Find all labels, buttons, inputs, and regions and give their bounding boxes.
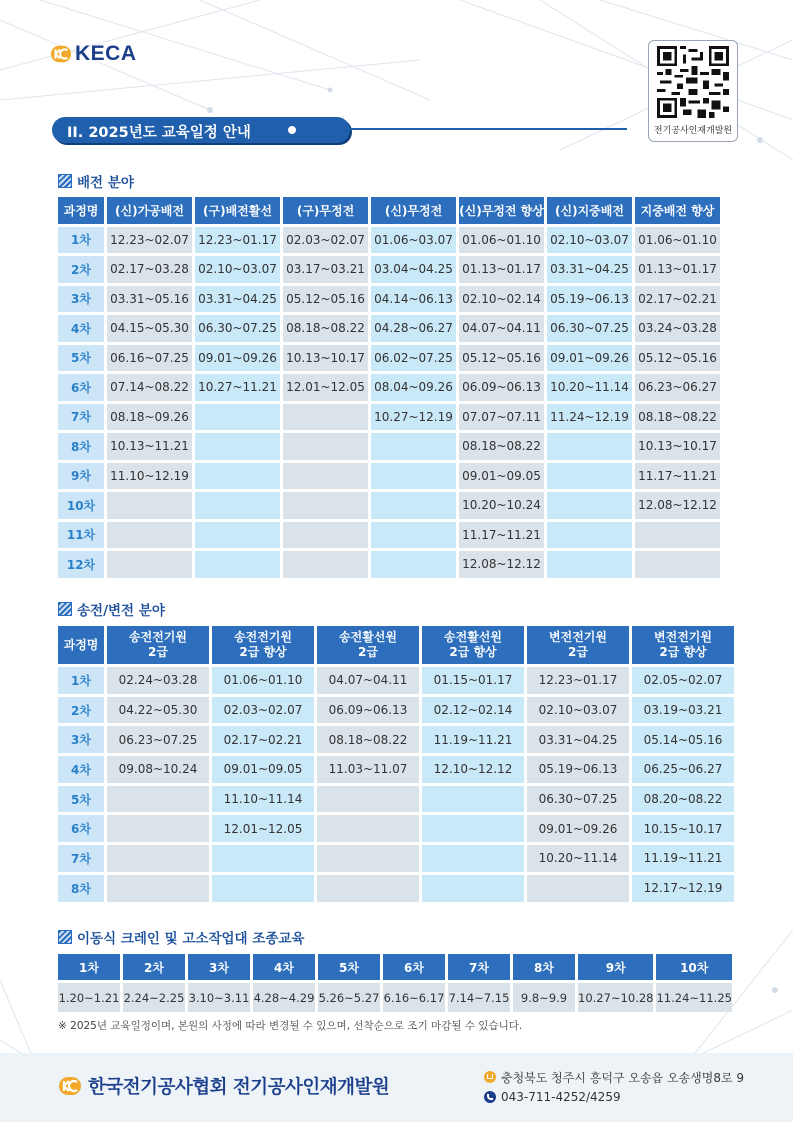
schedule-cell bbox=[317, 815, 419, 842]
schedule-cell: 01.13~01.17 bbox=[459, 256, 544, 283]
crane-dates-row bbox=[58, 983, 732, 1012]
schedule-cell bbox=[283, 404, 368, 431]
schedule-cell: 09.01~09.26 bbox=[195, 345, 280, 372]
schedule-cell: 04.22~05.30 bbox=[107, 697, 209, 724]
crane-round-header: 8차 bbox=[513, 954, 575, 980]
table-row bbox=[58, 492, 720, 519]
column-header bbox=[632, 626, 734, 664]
schedule-cell: 03.04~04.25 bbox=[371, 256, 456, 283]
column-header: (신)무정전 bbox=[371, 197, 456, 224]
schedule-cell bbox=[283, 522, 368, 549]
schedule-cell: 03.31~04.25 bbox=[195, 286, 280, 313]
row-label: 12차 bbox=[58, 551, 104, 578]
column-header: (신)지중배전 bbox=[547, 197, 632, 224]
distribution-schedule-table bbox=[55, 194, 723, 581]
schedule-cell: 12.23~01.17 bbox=[195, 227, 280, 254]
crane-round-header: 5차 bbox=[318, 954, 380, 980]
schedule-cell: 03.17~03.21 bbox=[283, 256, 368, 283]
schedule-cell: 11.03~11.07 bbox=[317, 756, 419, 783]
schedule-cell bbox=[107, 786, 209, 813]
schedule-cell: 02.10~03.07 bbox=[195, 256, 280, 283]
schedule-cell: 04.14~06.13 bbox=[371, 286, 456, 313]
schedule-cell bbox=[422, 786, 524, 813]
footer-phone-line bbox=[484, 1087, 744, 1107]
schedule-cell: 10.20~11.14 bbox=[547, 374, 632, 401]
crane-schedule-table bbox=[55, 951, 735, 1015]
schedule-cell bbox=[422, 845, 524, 872]
schedule-cell: 12.23~01.17 bbox=[527, 667, 629, 694]
schedule-cell bbox=[547, 522, 632, 549]
schedule-cell: 05.12~05.16 bbox=[459, 345, 544, 372]
distribution-rows bbox=[58, 227, 720, 578]
schedule-cell: 02.17~03.28 bbox=[107, 256, 192, 283]
section-title bbox=[52, 117, 350, 143]
row-label: 4차 bbox=[58, 756, 104, 783]
schedule-cell: 11.19~11.21 bbox=[422, 726, 524, 753]
crane-date-cell: 5.26~5.27 bbox=[318, 983, 380, 1012]
schedule-cell bbox=[212, 845, 314, 872]
schedule-cell: 08.18~08.22 bbox=[635, 404, 720, 431]
schedule-cell: 06.16~07.25 bbox=[107, 345, 192, 372]
transmission-title: 송전/변전 분야 bbox=[77, 603, 165, 619]
schedule-cell: 01.06~01.10 bbox=[212, 667, 314, 694]
schedule-cell: 02.10~03.07 bbox=[527, 697, 629, 724]
schedule-cell: 01.06~01.10 bbox=[635, 227, 720, 254]
hatched-square-icon bbox=[58, 174, 72, 188]
keca-logo-icon bbox=[50, 43, 72, 65]
schedule-cell: 02.12~02.14 bbox=[422, 697, 524, 724]
schedule-cell bbox=[317, 875, 419, 902]
schedule-cell: 06.30~07.25 bbox=[195, 315, 280, 342]
row-label: 7차 bbox=[58, 845, 104, 872]
schedule-cell: 12.01~12.05 bbox=[212, 815, 314, 842]
schedule-cell: 04.07~04.11 bbox=[459, 315, 544, 342]
schedule-cell: 01.13~01.17 bbox=[635, 256, 720, 283]
table-row bbox=[58, 815, 734, 842]
hatched-square-icon bbox=[58, 930, 72, 944]
schedule-cell: 02.05~02.07 bbox=[632, 667, 734, 694]
corner-cell: 과정명 bbox=[58, 197, 104, 224]
schedule-cell: 05.19~06.13 bbox=[527, 756, 629, 783]
table-row bbox=[58, 667, 734, 694]
schedule-cell: 05.19~06.13 bbox=[547, 286, 632, 313]
row-label: 2차 bbox=[58, 256, 104, 283]
row-label: 1차 bbox=[58, 667, 104, 694]
schedule-cell bbox=[317, 845, 419, 872]
schedule-cell bbox=[195, 551, 280, 578]
schedule-cell: 08.18~08.22 bbox=[283, 315, 368, 342]
schedule-cell bbox=[635, 522, 720, 549]
table-row bbox=[58, 463, 720, 490]
schedule-cell: 10.27~12.19 bbox=[371, 404, 456, 431]
table-row bbox=[58, 786, 734, 813]
schedule-cell: 11.17~11.21 bbox=[635, 463, 720, 490]
title-dot bbox=[287, 125, 297, 135]
schedule-cell: 06.25~06.27 bbox=[632, 756, 734, 783]
schedule-cell: 04.15~05.30 bbox=[107, 315, 192, 342]
home-icon bbox=[484, 1071, 496, 1083]
header-line: 2급 bbox=[358, 645, 378, 659]
schedule-cell: 07.14~08.22 bbox=[107, 374, 192, 401]
schedule-cell: 09.08~10.24 bbox=[107, 756, 209, 783]
table-row bbox=[58, 404, 720, 431]
schedule-cell: 12.23~02.07 bbox=[107, 227, 192, 254]
schedule-cell bbox=[527, 875, 629, 902]
schedule-cell bbox=[283, 463, 368, 490]
logo-text: KECA bbox=[75, 42, 137, 65]
schedule-cell bbox=[371, 433, 456, 460]
table-row bbox=[58, 345, 720, 372]
footer-phone[interactable]: 043-711-4252/4259 bbox=[501, 1090, 621, 1104]
distribution-title: 배전 분야 bbox=[77, 175, 134, 191]
header-line: 2급 향상 bbox=[239, 645, 287, 659]
schedule-cell bbox=[283, 551, 368, 578]
schedule-cell bbox=[371, 522, 456, 549]
column-header bbox=[527, 626, 629, 664]
header-line: 2급 향상 bbox=[449, 645, 497, 659]
transmission-subtitle bbox=[58, 599, 165, 619]
schedule-cell: 06.23~06.27 bbox=[635, 374, 720, 401]
table-row bbox=[58, 697, 734, 724]
schedule-cell bbox=[195, 463, 280, 490]
crane-date-cell: 7.14~7.15 bbox=[448, 983, 510, 1012]
schedule-cell: 10.13~10.17 bbox=[283, 345, 368, 372]
section-title-text: II. 2025년도 교육일정 안내 bbox=[67, 125, 251, 141]
header-line: 변전전기원 bbox=[549, 630, 607, 644]
schedule-cell bbox=[195, 404, 280, 431]
schedule-cell bbox=[547, 433, 632, 460]
footer-address: 충청북도 청주시 흥덕구 오송읍 오송생명8로 9 bbox=[501, 1070, 744, 1085]
keca-logo bbox=[50, 42, 137, 66]
schedule-cell: 02.17~02.21 bbox=[635, 286, 720, 313]
schedule-cell bbox=[422, 875, 524, 902]
column-header bbox=[422, 626, 524, 664]
schedule-cell bbox=[547, 463, 632, 490]
schedule-cell: 08.20~08.22 bbox=[632, 786, 734, 813]
schedule-cell: 10.20~11.14 bbox=[527, 845, 629, 872]
crane-round-header: 9차 bbox=[578, 954, 653, 980]
schedule-cell: 12.08~12.12 bbox=[459, 551, 544, 578]
crane-date-cell: 2.24~2.25 bbox=[123, 983, 185, 1012]
schedule-cell: 09.01~09.26 bbox=[527, 815, 629, 842]
crane-round-header: 7차 bbox=[448, 954, 510, 980]
column-header: (신)가공배전 bbox=[107, 197, 192, 224]
row-label: 10차 bbox=[58, 492, 104, 519]
row-label: 5차 bbox=[58, 345, 104, 372]
footer-org-name: 한국전기공사협회 전기공사인재개발원 bbox=[88, 1077, 390, 1098]
schedule-cell: 03.31~04.25 bbox=[527, 726, 629, 753]
schedule-cell: 02.03~02.07 bbox=[212, 697, 314, 724]
schedule-cell bbox=[107, 492, 192, 519]
distribution-subtitle bbox=[58, 171, 134, 191]
schedule-cell: 10.13~10.17 bbox=[635, 433, 720, 460]
schedule-cell: 04.28~06.27 bbox=[371, 315, 456, 342]
schedule-cell bbox=[195, 492, 280, 519]
schedule-cell: 05.12~05.16 bbox=[283, 286, 368, 313]
header-line: 2급 향상 bbox=[659, 645, 707, 659]
header-line: 송전활선원 bbox=[444, 630, 502, 644]
schedule-cell: 06.30~07.25 bbox=[547, 315, 632, 342]
schedule-cell bbox=[107, 522, 192, 549]
transmission-rows bbox=[58, 667, 734, 902]
schedule-cell bbox=[107, 815, 209, 842]
schedule-cell bbox=[547, 551, 632, 578]
schedule-cell: 06.30~07.25 bbox=[527, 786, 629, 813]
schedule-cell: 02.10~03.07 bbox=[547, 227, 632, 254]
schedule-cell bbox=[107, 875, 209, 902]
schedule-cell: 11.19~11.21 bbox=[632, 845, 734, 872]
row-label: 8차 bbox=[58, 433, 104, 460]
header-line: 송전전기원 bbox=[234, 630, 292, 644]
column-header: 지중배전 향상 bbox=[635, 197, 720, 224]
schedule-cell bbox=[195, 433, 280, 460]
header-line: 변전전기원 bbox=[654, 630, 712, 644]
crane-round-header: 4차 bbox=[253, 954, 315, 980]
crane-rounds-row bbox=[58, 954, 732, 980]
column-header: (구)배전활선 bbox=[195, 197, 280, 224]
row-label: 3차 bbox=[58, 286, 104, 313]
schedule-cell bbox=[283, 492, 368, 519]
schedule-cell bbox=[107, 845, 209, 872]
table-header-row bbox=[58, 626, 734, 664]
schedule-cell: 01.06~01.10 bbox=[459, 227, 544, 254]
table-row bbox=[58, 286, 720, 313]
column-header: (신)무정전 향상 bbox=[459, 197, 544, 224]
row-label: 8차 bbox=[58, 875, 104, 902]
row-label: 4차 bbox=[58, 315, 104, 342]
schedule-cell: 12.08~12.12 bbox=[635, 492, 720, 519]
schedule-cell: 02.10~02.14 bbox=[459, 286, 544, 313]
schedule-cell: 01.06~03.07 bbox=[371, 227, 456, 254]
crane-date-cell: 10.27~10.28 bbox=[578, 983, 653, 1012]
schedule-cell bbox=[422, 815, 524, 842]
schedule-cell: 11.24~12.19 bbox=[547, 404, 632, 431]
row-label: 2차 bbox=[58, 697, 104, 724]
row-label: 11차 bbox=[58, 522, 104, 549]
schedule-cell: 05.14~05.16 bbox=[632, 726, 734, 753]
schedule-cell bbox=[635, 551, 720, 578]
hatched-square-icon bbox=[58, 602, 72, 616]
footer-contact bbox=[484, 1067, 744, 1107]
schedule-cell: 08.04~09.26 bbox=[371, 374, 456, 401]
schedule-cell: 02.17~02.21 bbox=[212, 726, 314, 753]
crane-date-cell: 1.20~1.21 bbox=[58, 983, 120, 1012]
crane-round-header: 6차 bbox=[383, 954, 445, 980]
row-label: 6차 bbox=[58, 374, 104, 401]
schedule-cell: 06.02~07.25 bbox=[371, 345, 456, 372]
row-label: 9차 bbox=[58, 463, 104, 490]
footer-logo bbox=[58, 1073, 389, 1099]
schedule-cell: 03.31~04.25 bbox=[547, 256, 632, 283]
schedule-cell: 08.18~08.22 bbox=[459, 433, 544, 460]
footer-address-line bbox=[484, 1067, 744, 1087]
schedule-cell: 07.07~07.11 bbox=[459, 404, 544, 431]
table-row bbox=[58, 433, 720, 460]
crane-round-header: 10차 bbox=[656, 954, 731, 980]
row-label: 6차 bbox=[58, 815, 104, 842]
keca-logo-icon bbox=[58, 1074, 82, 1098]
schedule-cell bbox=[547, 492, 632, 519]
schedule-cell: 02.03~02.07 bbox=[283, 227, 368, 254]
crane-date-cell: 6.16~6.17 bbox=[383, 983, 445, 1012]
crane-date-cell: 4.28~4.29 bbox=[253, 983, 315, 1012]
schedule-cell: 06.09~06.13 bbox=[459, 374, 544, 401]
table-row bbox=[58, 256, 720, 283]
schedule-cell: 04.07~04.11 bbox=[317, 667, 419, 694]
column-header bbox=[317, 626, 419, 664]
crane-round-header: 1차 bbox=[58, 954, 120, 980]
schedule-cell bbox=[107, 551, 192, 578]
schedule-cell bbox=[212, 875, 314, 902]
row-label: 1차 bbox=[58, 227, 104, 254]
row-label: 5차 bbox=[58, 786, 104, 813]
schedule-cell: 03.31~05.16 bbox=[107, 286, 192, 313]
schedule-cell: 06.23~07.25 bbox=[107, 726, 209, 753]
schedule-cell: 11.10~11.14 bbox=[212, 786, 314, 813]
table-row bbox=[58, 875, 734, 902]
schedule-cell bbox=[371, 463, 456, 490]
crane-date-cell: 9.8~9.9 bbox=[513, 983, 575, 1012]
schedule-cell: 12.10~12.12 bbox=[422, 756, 524, 783]
table-row bbox=[58, 227, 720, 254]
crane-date-cell: 3.10~3.11 bbox=[188, 983, 250, 1012]
crane-round-header: 3차 bbox=[188, 954, 250, 980]
crane-round-header: 2차 bbox=[123, 954, 185, 980]
table-row bbox=[58, 374, 720, 401]
header-line: 2급 bbox=[568, 645, 588, 659]
transmission-schedule-table bbox=[55, 623, 737, 905]
schedule-cell bbox=[371, 551, 456, 578]
table-row bbox=[58, 845, 734, 872]
schedule-cell: 09.01~09.26 bbox=[547, 345, 632, 372]
schedule-cell: 05.12~05.16 bbox=[635, 345, 720, 372]
schedule-cell: 10.15~10.17 bbox=[632, 815, 734, 842]
column-header: (구)무정전 bbox=[283, 197, 368, 224]
table-row bbox=[58, 315, 720, 342]
table-row bbox=[58, 551, 720, 578]
header-line: 송전전기원 bbox=[129, 630, 187, 644]
table-row bbox=[58, 726, 734, 753]
schedule-cell: 02.24~03.28 bbox=[107, 667, 209, 694]
table-row bbox=[58, 522, 720, 549]
header-line: 2급 bbox=[148, 645, 168, 659]
qr-label: 전기공사인재개발원 bbox=[653, 126, 733, 136]
schedule-cell: 06.09~06.13 bbox=[317, 697, 419, 724]
schedule-cell: 10.27~11.21 bbox=[195, 374, 280, 401]
crane-subtitle bbox=[58, 927, 304, 947]
schedule-cell: 01.15~01.17 bbox=[422, 667, 524, 694]
qr-code-icon bbox=[657, 46, 729, 118]
schedule-cell bbox=[371, 492, 456, 519]
schedule-cell: 11.10~12.19 bbox=[107, 463, 192, 490]
schedule-cell bbox=[195, 522, 280, 549]
header-line: 송전활선원 bbox=[339, 630, 397, 644]
crane-date-cell: 11.24~11.25 bbox=[656, 983, 731, 1012]
schedule-cell: 09.01~09.05 bbox=[212, 756, 314, 783]
schedule-cell: 03.19~03.21 bbox=[632, 697, 734, 724]
corner-cell: 과정명 bbox=[58, 626, 104, 664]
schedule-cell: 11.17~11.21 bbox=[459, 522, 544, 549]
schedule-cell: 12.01~12.05 bbox=[283, 374, 368, 401]
column-header bbox=[107, 626, 209, 664]
schedule-cell: 09.01~09.05 bbox=[459, 463, 544, 490]
crane-title: 이동식 크레인 및 고소작업대 조종교육 bbox=[77, 931, 305, 947]
row-label: 7차 bbox=[58, 404, 104, 431]
notice-text: ※ 2025년 교육일정이며, 본원의 사정에 따라 변경될 수 있으며, 선착순으로 조기 마감될 수 있습니다. bbox=[58, 1020, 523, 1032]
schedule-cell: 10.20~10.24 bbox=[459, 492, 544, 519]
schedule-cell: 03.24~03.28 bbox=[635, 315, 720, 342]
column-header bbox=[212, 626, 314, 664]
schedule-cell bbox=[283, 433, 368, 460]
schedule-cell bbox=[317, 786, 419, 813]
table-header-row bbox=[58, 197, 720, 224]
schedule-cell: 08.18~09.26 bbox=[107, 404, 192, 431]
phone-icon bbox=[484, 1091, 496, 1103]
schedule-cell: 10.13~11.21 bbox=[107, 433, 192, 460]
title-underline bbox=[282, 128, 627, 130]
row-label: 3차 bbox=[58, 726, 104, 753]
schedule-cell: 08.18~08.22 bbox=[317, 726, 419, 753]
table-row bbox=[58, 756, 734, 783]
schedule-cell: 12.17~12.19 bbox=[632, 875, 734, 902]
qr-code-box[interactable] bbox=[648, 40, 738, 142]
